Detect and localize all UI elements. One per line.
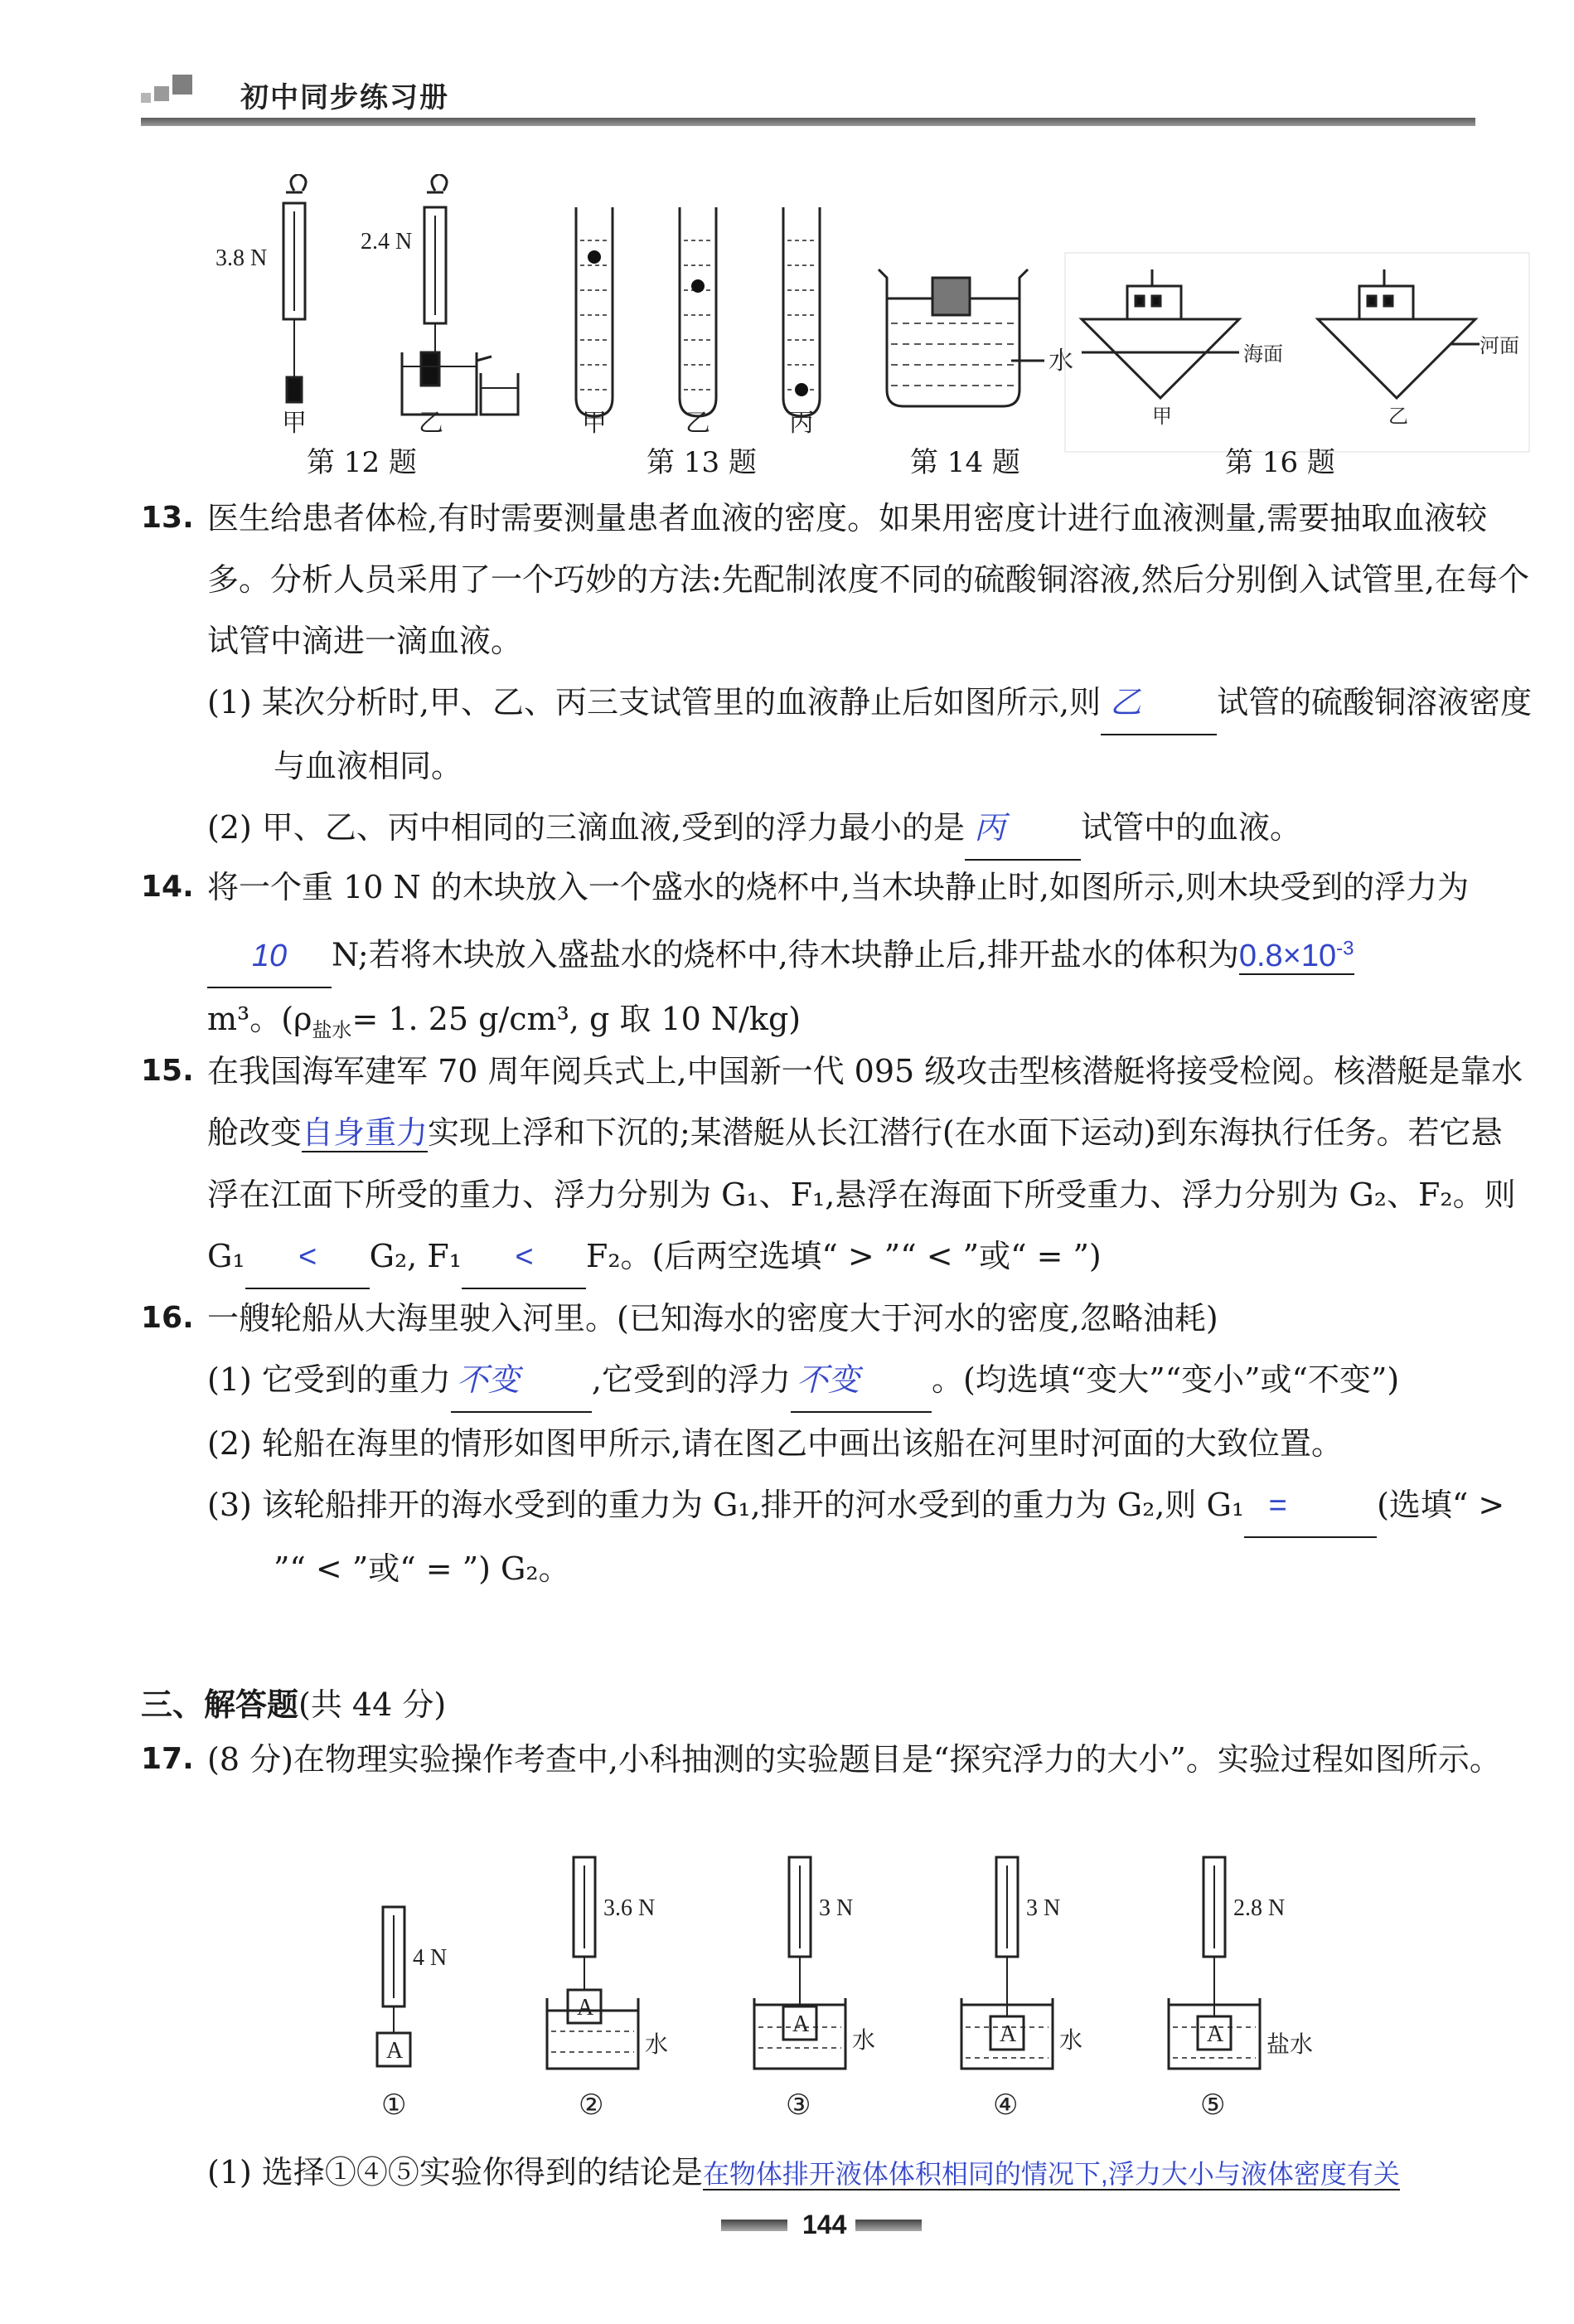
q16-part1-answer-2: 不变	[791, 1350, 932, 1413]
q16-part1-text-b: ,它受到的浮力	[591, 1361, 792, 1398]
fig17-block-label: A	[1207, 2021, 1224, 2047]
q14-answer-2-exponent: -3	[1336, 937, 1354, 959]
q14-answer-2-base: 0.8×10	[1238, 938, 1337, 973]
q13-part1-answer: 乙	[1101, 672, 1217, 735]
fig17-liquid-label: 水	[852, 2028, 876, 2054]
fig17-marker-1: ①	[381, 2090, 407, 2121]
q13-part1-text-a: (1) 某次分析时,甲、乙、丙三支试管里的血液静止后如图所示,则	[207, 684, 1102, 720]
fig17-reading-2: 3.6 N	[603, 1895, 656, 1921]
q14-text-3: m³。(ρ	[207, 1000, 312, 1037]
fig17-block-label: A	[792, 2011, 810, 2037]
q16-part1	[207, 1349, 1533, 1413]
fig16-caption: 第 16 题	[1225, 446, 1335, 479]
q16-part3	[207, 1474, 1533, 1599]
q15-text-3: G₂, F₁	[369, 1238, 462, 1274]
q13-part2-text-b: 试管中的血液。	[1081, 809, 1302, 846]
fig13-test-tubes	[576, 207, 820, 416]
q14-answer-1: 10	[207, 925, 332, 988]
q14-text-4: = 1. 25 g/cm³, g 取 10 N/kg)	[351, 1000, 802, 1037]
fig17-marker-3: ③	[786, 2090, 811, 2121]
fig17-liquid-label: 水	[1059, 2028, 1083, 2054]
q13-part2	[207, 797, 1533, 861]
fig12-caption: 第 12 题	[307, 446, 417, 479]
book-title: 初中同步练习册	[240, 81, 449, 114]
q14-rho-subscript: 盐水	[312, 1018, 352, 1042]
question-number: 15.	[141, 1054, 194, 1088]
page-number: 144	[802, 2210, 847, 2239]
fig17-reading-5: 2.8 N	[1233, 1895, 1286, 1921]
fig13-label-3: 丙	[789, 410, 814, 437]
question-number: 17.	[141, 1742, 194, 1776]
q15-text-4: F₂。(后两空选填“ > ”“ < ”或“ = ”)	[585, 1238, 1102, 1274]
q16-part3-text-a: (3) 该轮船排开的海水受到的重力为 G₁,排开的河水受到的重力为 G₂,则 G₁	[207, 1487, 1245, 1523]
q13-part2-answer: 丙	[965, 798, 1081, 861]
header-decoration	[172, 75, 192, 95]
fig12-spring-scale-right	[402, 174, 518, 415]
q13-stem: 医生给患者体检,有时需要测量患者血液的密度。如果用密度计进行血液测量,需要抽取血液较多。分析人员采用了一个巧妙的方法:先配制浓度不同的硫酸铜溶液,然后分别倒入试管里,在每个试管中滴进一滴血液。	[207, 500, 1529, 659]
fig17-setup-2	[547, 1857, 638, 2069]
footer-bar-right	[855, 2220, 922, 2231]
fig12-label-left: 甲	[282, 410, 307, 437]
q15-answer-2: <	[245, 1226, 370, 1289]
q13-part1	[207, 672, 1533, 797]
question-number: 16.	[141, 1301, 194, 1335]
fig12-label-right: 乙	[419, 410, 443, 437]
fig17-liquid-label: 盐水	[1266, 2032, 1314, 2058]
question-14	[141, 856, 1533, 1060]
fig13-caption: 第 13 题	[647, 446, 757, 479]
page-footer	[713, 2210, 928, 2243]
question-16	[141, 1288, 1533, 1599]
question-number: 14.	[141, 870, 194, 904]
q14-text-2: N;若将木块放入盛盐水的烧杯中,待木块静止后,排开盐水的体积为	[332, 936, 1239, 973]
q14-text-1: 将一个重 10 N 的木块放入一个盛水的烧杯中,当木块静止时,如图所示,则木块受到的浮力为	[207, 869, 1470, 905]
header-decoration	[154, 86, 169, 101]
q15-text-1: 在我国海军建军 70 周年阅兵式上,中国新一代 095 级攻击型核潜艇将接受检阅。核潜艇是靠水舱改变	[207, 1053, 1523, 1151]
q15-answer-3: <	[462, 1226, 586, 1289]
question-13	[141, 488, 1533, 861]
question-15	[141, 1041, 1533, 1289]
q17-part1	[141, 2142, 1533, 2205]
fig17-reading-1: 4 N	[413, 1945, 448, 1971]
fig16-sea-label: 海面	[1243, 344, 1283, 366]
q15-answer-1: 自身重力	[302, 1116, 429, 1151]
fig13-label-1: 甲	[582, 410, 607, 437]
q13-part2-text-a: (2) 甲、乙、丙中相同的三滴血液,受到的浮力最小的是	[207, 809, 965, 846]
fig17-block-label: A	[1000, 2021, 1017, 2047]
q13-part1-text-b: 试管的硫酸铜溶液密度与血液相同。	[274, 684, 1533, 784]
fig16-label-right: 乙	[1388, 406, 1408, 428]
fig17-marker-2: ②	[579, 2090, 604, 2121]
question-number: 13.	[141, 501, 194, 535]
fig16-label-left: 甲	[1152, 406, 1172, 428]
q15-text-2: 实现上浮和下沉的;某潜艇从长江潜行(在水面下运动)到东海执行任务。若它悬浮在江面下所受的重力、浮力分别为 G₁、F₁,悬浮在海面下所受重力、浮力分别为 G₂、F₂。则 G₁	[207, 1114, 1516, 1274]
q16-part3-answer: =	[1244, 1475, 1377, 1538]
q16-part2: (2) 轮船在海里的情形如图甲所示,请在图乙中画出该船在河里时河面的大致位置。	[207, 1425, 1343, 1462]
figures-top-svg	[191, 174, 1533, 481]
fig12-spring-scale-left	[283, 174, 306, 402]
q17-part1-answer: 在物体排开液体体积相同的情况下,浮力大小与液体密度有关	[702, 2159, 1400, 2189]
fig16-river-label: 河面	[1480, 336, 1519, 357]
fig12-reading-left: 3.8 N	[216, 245, 268, 271]
fig17-marker-4: ④	[993, 2090, 1019, 2121]
footer-bar-left	[721, 2220, 787, 2231]
fig12-reading-right: 2.4 N	[361, 229, 413, 255]
q16-part1-answer-1: 不变	[451, 1350, 592, 1413]
header-decoration	[141, 93, 151, 103]
fig17-reading-4: 3 N	[1026, 1895, 1061, 1921]
header-rule	[141, 118, 1475, 126]
section-heading	[141, 1679, 446, 1725]
figures-row-top	[191, 174, 1533, 481]
section-points: (共 44 分)	[298, 1686, 447, 1723]
q16-part1-text-a: (1) 它受到的重力	[207, 1361, 451, 1398]
fig17-block-label: A	[386, 2038, 404, 2064]
fig17-reading-3: 3 N	[819, 1895, 854, 1921]
q17-part1-text: (1) 选择①④⑤实验你得到的结论是	[207, 2154, 703, 2191]
q16-part3-text-b: (选填“ > ”“ < ”或“ = ”) G₂。	[274, 1487, 1505, 1587]
fig17-liquid-label: 水	[645, 2032, 669, 2058]
fig17-block-label: A	[577, 1995, 594, 2021]
fig17-experiment	[356, 1841, 1351, 2139]
fig17-marker-5: ⑤	[1200, 2090, 1226, 2121]
q17-stem: (8 分)在物理实验操作考查中,小科抽测的实验题目是“探究浮力的大小”。实验过程如图所示。	[207, 1741, 1501, 1778]
q14-answer-2	[1239, 939, 1354, 975]
fig14-beaker	[879, 269, 1044, 406]
fig17-svg	[356, 1841, 1351, 2139]
section-title: 三、解答题	[141, 1686, 299, 1723]
fig14-water-label: 水	[1049, 347, 1073, 375]
fig13-label-2: 乙	[685, 410, 710, 437]
q16-stem: 一艘轮船从大海里驶入河里。(已知海水的密度大于河水的密度,忽略油耗)	[207, 1300, 1218, 1337]
question-17	[141, 1729, 1533, 1790]
fig14-caption: 第 14 题	[910, 446, 1020, 479]
fig16-ships	[1065, 253, 1529, 452]
q16-part1-text-c: 。(均选填“变大”“变小”或“不变”)	[932, 1361, 1400, 1398]
page-header	[141, 50, 1475, 133]
